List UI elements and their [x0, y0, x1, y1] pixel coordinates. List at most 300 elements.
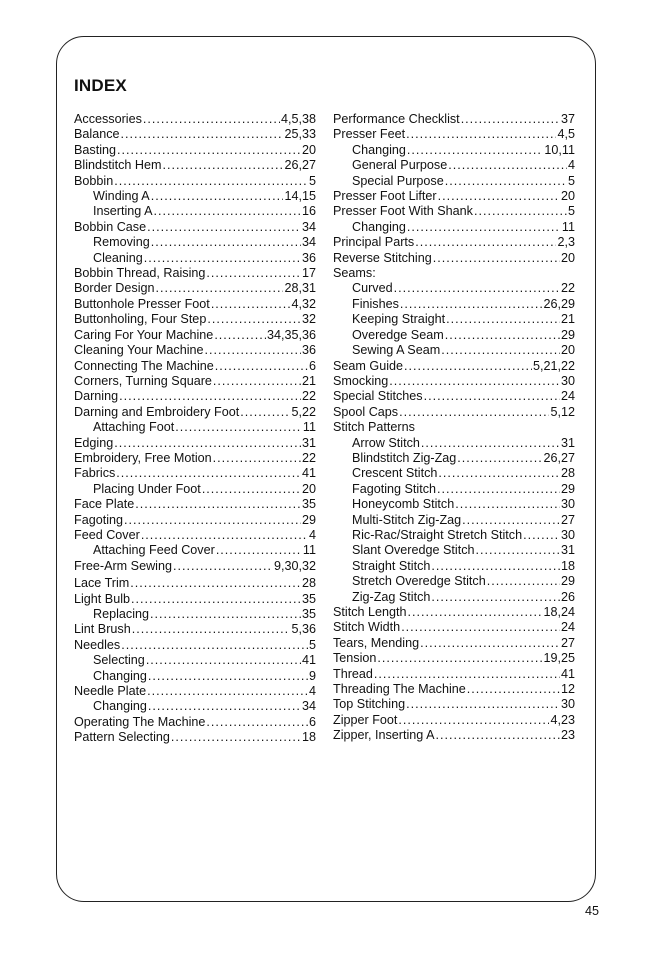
entry-label: Selecting: [93, 653, 145, 668]
entry-pages: 4,5: [557, 127, 575, 142]
dot-leader: [171, 730, 301, 745]
entry-label: Border Design: [74, 281, 155, 296]
entry-pages: 10,11: [544, 142, 575, 157]
dot-leader: [207, 312, 301, 327]
entry-label: Corners, Turning Square: [74, 373, 212, 388]
entry-label: Changing: [352, 219, 406, 234]
index-entry: [74, 281, 316, 296]
entry-pages: 22: [560, 281, 575, 296]
entry-label: Basting: [74, 142, 117, 157]
entry-label: Bobbin Thread, Raising: [74, 266, 206, 281]
entry-pages: 36: [301, 250, 316, 265]
dot-leader: [135, 497, 301, 512]
dot-leader: [455, 497, 560, 512]
dot-leader: [476, 543, 560, 558]
entry-label: Threading The Machine: [333, 682, 466, 697]
entry-pages: 35: [301, 607, 316, 621]
page-number: 45: [585, 904, 600, 918]
entry-pages: 12: [560, 682, 575, 697]
dot-leader: [151, 235, 301, 250]
entry-pages: 31: [560, 435, 575, 450]
entry-label: Darning and Embroidery Foot: [74, 404, 240, 419]
dot-leader: [431, 590, 560, 605]
index-entry: [74, 174, 316, 189]
entry-label: Keeping Straight: [352, 312, 446, 327]
entry-pages: 11: [302, 420, 316, 435]
dot-leader: [415, 235, 556, 250]
entry-label: Fabrics: [74, 466, 116, 481]
entry-label: Special Purpose: [352, 173, 444, 188]
entry-label: Inserting A: [93, 204, 153, 219]
index-subentry: [333, 220, 575, 235]
index-subentry: [333, 174, 575, 189]
entry-label: Spool Caps: [333, 404, 399, 419]
entry-pages: 27: [560, 635, 575, 650]
index-subentry: [333, 343, 575, 358]
dot-leader: [431, 559, 560, 574]
index-subentry: [74, 607, 316, 622]
entry-label: General Purpose: [352, 158, 448, 173]
dot-leader: [206, 266, 301, 281]
dot-leader: [151, 189, 284, 204]
dot-leader: [147, 220, 301, 235]
entry-pages: 20: [301, 142, 316, 157]
index-column-right: [333, 112, 575, 744]
entry-label: Fagoting Stitch: [352, 481, 437, 496]
dot-leader: [119, 389, 301, 404]
index-subentry: [74, 189, 316, 204]
index-subentry: [333, 528, 575, 543]
dot-leader: [124, 513, 301, 528]
dot-leader: [141, 528, 308, 543]
dot-leader: [130, 576, 301, 591]
index-entry: [333, 605, 575, 620]
entry-pages: 28: [560, 466, 575, 481]
entry-label: Honeycomb Stitch: [352, 497, 455, 512]
entry-label: Slant Overedge Stitch: [352, 543, 475, 558]
entry-label: Crescent Stitch: [352, 466, 438, 481]
entry-pages: 29: [560, 327, 575, 342]
entry-label: Buttonhole Presser Foot: [74, 296, 210, 311]
entry-label: Tears, Mending: [333, 635, 420, 650]
entry-label: Blindstitch Hem: [74, 158, 162, 173]
entry-pages: 23: [560, 728, 575, 743]
dot-leader: [205, 343, 301, 358]
entry-pages: 26,27: [284, 158, 316, 173]
entry-pages: 19,25: [543, 651, 575, 666]
entry-pages: 4: [308, 684, 316, 699]
dot-leader: [421, 436, 560, 451]
dot-leader: [448, 158, 567, 173]
dot-leader: [467, 682, 560, 697]
entry-pages: 28: [301, 576, 316, 591]
index-entry: [333, 682, 575, 697]
dot-leader: [404, 359, 532, 374]
index-entry: [333, 112, 575, 127]
dot-leader: [377, 651, 542, 666]
dot-leader: [131, 592, 301, 607]
entry-pages: 5,12: [550, 404, 575, 419]
index-entry: [74, 143, 316, 158]
index-entry: [74, 684, 316, 699]
dot-leader: [400, 297, 543, 312]
entry-label: Changing: [93, 699, 147, 714]
dot-leader: [408, 605, 543, 620]
dot-leader: [523, 528, 560, 543]
dot-leader: [406, 127, 556, 142]
entry-pages: 41: [301, 466, 316, 481]
dot-leader: [420, 636, 560, 651]
entry-pages: 18,24: [543, 605, 575, 619]
entry-label: Accessories: [74, 112, 142, 126]
entry-label: Presser Foot With Shank: [333, 204, 473, 219]
entry-label: Bobbin Case: [74, 219, 147, 234]
entry-pages: 30: [560, 527, 575, 542]
dot-leader: [445, 174, 567, 189]
entry-label: Curved: [352, 281, 393, 296]
entry-label: Zig-Zag Stitch: [352, 589, 431, 604]
entry-label: Smocking: [333, 373, 389, 388]
dot-leader: [143, 112, 280, 127]
entry-label: Changing: [93, 668, 147, 683]
entry-pages: 26,29: [543, 296, 575, 311]
index-entry: [74, 622, 316, 637]
dot-leader: [433, 251, 560, 266]
index-subentry: [333, 559, 575, 574]
index-column-left: [74, 112, 316, 746]
index-entry: [74, 730, 316, 745]
index-entry: [74, 112, 316, 127]
entry-label: Changing: [352, 142, 406, 157]
dot-leader: [175, 420, 302, 435]
dot-leader: [202, 482, 301, 497]
entry-label: Needle Plate: [74, 684, 147, 699]
index-subentry: [333, 466, 575, 481]
dot-leader: [424, 389, 560, 404]
entry-pages: 21: [301, 373, 316, 388]
entry-label: Zipper, Inserting A: [333, 728, 435, 743]
dot-leader: [441, 343, 560, 358]
entry-pages: 4: [308, 527, 316, 542]
entry-pages: 20: [560, 343, 575, 358]
dot-leader: [156, 281, 284, 296]
entry-label: Principal Parts: [333, 235, 415, 250]
entry-label: Special Stitches: [333, 389, 423, 404]
dot-leader: [438, 466, 560, 481]
entry-label: Balance: [74, 127, 120, 142]
entry-label: Feed Cover: [74, 527, 140, 542]
dot-leader: [150, 607, 301, 622]
index-entry: [74, 559, 316, 574]
entry-pages: 30: [560, 697, 575, 712]
dot-leader: [214, 328, 266, 343]
entry-pages: 5: [567, 204, 575, 219]
entry-label: Stitch Length: [333, 605, 407, 619]
index-entry: [333, 620, 575, 635]
entry-pages: 26,27: [543, 450, 575, 465]
entry-label: Edging: [74, 435, 114, 450]
index-entry: [74, 374, 316, 389]
entry-label: Blindstitch Zig-Zag: [352, 450, 457, 465]
index-entry: [74, 715, 316, 730]
entry-label: Attaching Feed Cover: [93, 543, 215, 558]
dot-leader: [457, 451, 542, 466]
index-entry: [333, 713, 575, 728]
index-entry: [74, 158, 316, 173]
entry-label: Seams:: [333, 266, 376, 281]
index-entry: [74, 592, 316, 607]
dot-leader: [147, 684, 308, 699]
dot-leader: [117, 143, 301, 158]
index-subentry: [333, 482, 575, 497]
entry-label: Lint Brush: [74, 622, 131, 637]
entry-label: Attaching Foot: [93, 420, 175, 435]
index-subentry: [333, 574, 575, 589]
dot-leader: [116, 466, 301, 481]
entry-pages: 18: [301, 730, 316, 745]
index-entry: [333, 667, 575, 682]
entry-label: Embroidery, Free Motion: [74, 450, 212, 465]
entry-pages: 4,23: [550, 712, 575, 727]
index-entry: [333, 728, 575, 743]
dot-leader: [406, 697, 560, 712]
index-entry: [74, 528, 316, 543]
index-subentry: [333, 497, 575, 512]
entry-label: Zipper Foot: [333, 712, 398, 727]
entry-pages: 6: [308, 714, 316, 729]
entry-pages: 32: [301, 312, 316, 327]
entry-label: Bobbin: [74, 173, 114, 188]
entry-label: Needles: [74, 637, 121, 652]
index-subentry: [74, 669, 316, 684]
index-subentry: [333, 312, 575, 327]
index-subentry: [74, 482, 316, 497]
index-subentry: [333, 513, 575, 528]
entry-pages: 25,33: [284, 127, 316, 142]
entry-label: Darning: [74, 389, 119, 404]
entry-label: Stitch Width: [333, 620, 401, 635]
entry-label: Seam Guide: [333, 358, 404, 373]
entry-pages: 24: [560, 389, 575, 404]
entry-pages: 9,30,32: [273, 558, 316, 573]
entry-label: Removing: [93, 235, 150, 250]
entry-pages: 41: [560, 666, 575, 681]
entry-pages: 22: [301, 450, 316, 465]
index-entry: [333, 204, 575, 219]
entry-pages: 4,5,38: [280, 112, 316, 126]
entry-pages: 35: [301, 591, 316, 606]
index-entry: [333, 651, 575, 666]
index-entry: [333, 266, 575, 281]
dot-leader: [487, 574, 560, 589]
dot-leader: [462, 513, 560, 528]
entry-pages: 6: [308, 358, 316, 373]
index-entry: [333, 189, 575, 204]
dot-leader: [211, 297, 291, 312]
entry-label: Cleaning: [93, 250, 143, 265]
entry-label: Placing Under Foot: [93, 481, 201, 496]
entry-label: Thread: [333, 666, 373, 681]
dot-leader: [146, 653, 301, 668]
dot-leader: [148, 699, 301, 714]
dot-leader: [206, 715, 308, 730]
entry-label: Overedge Seam: [352, 327, 444, 342]
index-subentry: [333, 590, 575, 605]
entry-label: Tension: [333, 651, 377, 666]
dot-leader: [213, 451, 301, 466]
entry-label: Ric-Rac/Straight Stretch Stitch: [352, 527, 523, 542]
dot-leader: [163, 158, 284, 173]
dot-leader: [173, 559, 273, 574]
entry-label: Free-Arm Sewing: [74, 558, 172, 573]
entry-pages: 26: [560, 589, 575, 604]
dot-leader: [389, 374, 560, 389]
entry-pages: 11: [302, 543, 316, 558]
entry-label: Lace Trim: [74, 576, 130, 591]
entry-pages: 20: [560, 189, 575, 204]
entry-label: Straight Stitch: [352, 558, 431, 573]
index-entry: [74, 451, 316, 466]
dot-leader: [445, 328, 560, 343]
entry-label: Finishes: [352, 296, 399, 311]
entry-pages: 37: [560, 112, 575, 126]
entry-pages: 22: [301, 389, 316, 404]
dot-leader: [215, 359, 308, 374]
entry-pages: 30: [560, 373, 575, 388]
index-entry: [74, 297, 316, 312]
index-entry: [333, 235, 575, 250]
index-entry: [74, 127, 316, 142]
index-subentry: [333, 143, 575, 158]
entry-pages: 28,31: [284, 281, 316, 296]
entry-pages: 11: [561, 219, 575, 234]
index-subentry: [74, 204, 316, 219]
entry-label: Caring For Your Machine: [74, 327, 214, 342]
entry-label: Stitch Patterns: [333, 420, 415, 435]
index-entry: [74, 466, 316, 481]
index-entry: [74, 359, 316, 374]
entry-label: Presser Feet: [333, 127, 406, 142]
entry-pages: 20: [301, 481, 316, 496]
entry-label: Top Stitching: [333, 697, 406, 712]
dot-leader: [446, 312, 560, 327]
entry-pages: 9: [308, 668, 316, 683]
entry-pages: 41: [301, 653, 316, 668]
index-subentry: [333, 297, 575, 312]
index-entry: [333, 127, 575, 142]
entry-pages: 31: [560, 543, 575, 558]
dot-leader: [394, 281, 560, 296]
index-entry: [333, 420, 575, 435]
entry-label: Winding A: [93, 189, 150, 204]
dot-leader: [438, 189, 560, 204]
index-subentry: [74, 699, 316, 714]
entry-pages: 5: [308, 637, 316, 652]
index-subentry: [74, 653, 316, 668]
entry-pages: 14,15: [284, 189, 316, 204]
index-subentry: [333, 451, 575, 466]
entry-pages: 29: [301, 512, 316, 527]
dot-leader: [401, 620, 560, 635]
entry-pages: 34,35,36: [266, 327, 316, 342]
entry-pages: 18: [560, 558, 575, 573]
index-entry: [333, 636, 575, 651]
dot-leader: [474, 204, 567, 219]
entry-pages: 20: [560, 250, 575, 265]
dot-leader: [374, 667, 560, 682]
dot-leader: [216, 543, 302, 558]
index-entry: [74, 343, 316, 358]
entry-label: Reverse Stitching: [333, 250, 432, 265]
entry-pages: 34: [301, 219, 316, 234]
entry-pages: 35: [301, 497, 316, 512]
dot-leader: [240, 405, 290, 420]
entry-label: Pattern Selecting: [74, 730, 170, 745]
index-entry: [74, 576, 316, 591]
dot-leader: [437, 482, 560, 497]
index-entry: [74, 266, 316, 281]
index-subentry: [333, 328, 575, 343]
index-subentry: [74, 251, 316, 266]
dot-leader: [461, 112, 560, 127]
index-subentry: [333, 158, 575, 173]
entry-label: Buttonholing, Four Step: [74, 312, 207, 327]
entry-label: Replacing: [93, 607, 150, 621]
index-subentry: [74, 235, 316, 250]
entry-pages: 16: [301, 204, 316, 219]
entry-label: Arrow Stitch: [352, 435, 420, 450]
entry-pages: 29: [560, 481, 575, 496]
dot-leader: [114, 174, 308, 189]
dot-leader: [148, 669, 308, 684]
dot-leader: [399, 405, 549, 420]
entry-pages: 5,21,22: [532, 358, 575, 373]
entry-pages: 5: [567, 173, 575, 188]
index-entry: [74, 220, 316, 235]
entry-pages: 5,36: [291, 622, 316, 637]
dot-leader: [436, 728, 560, 743]
entry-label: Fagoting: [74, 512, 124, 527]
entry-pages: 5: [308, 173, 316, 188]
index-subentry: [74, 420, 316, 435]
index-subentry: [333, 543, 575, 558]
entry-pages: 34: [301, 699, 316, 714]
entry-pages: 30: [560, 497, 575, 512]
entry-label: Light Bulb: [74, 591, 131, 606]
index-entry: [74, 513, 316, 528]
dot-leader: [407, 143, 543, 158]
index-entry: [74, 328, 316, 343]
entry-label: Stretch Overedge Stitch: [352, 574, 486, 589]
index-entry: [333, 374, 575, 389]
dot-leader: [407, 220, 561, 235]
index-entry: [74, 497, 316, 512]
entry-pages: 4,32: [291, 296, 316, 311]
index-entry: [333, 389, 575, 404]
entry-label: Presser Foot Lifter: [333, 189, 437, 204]
entry-pages: 31: [301, 435, 316, 450]
dot-leader: [121, 127, 284, 142]
index-entry: [74, 436, 316, 451]
index-subentry: [74, 543, 316, 558]
entry-label: Sewing A Seam: [352, 343, 441, 358]
entry-pages: 24: [560, 620, 575, 635]
index-subentry: [333, 436, 575, 451]
entry-pages: 27: [560, 512, 575, 527]
dot-leader: [154, 204, 301, 219]
index-subentry: [333, 281, 575, 296]
entry-pages: 4: [567, 158, 575, 173]
